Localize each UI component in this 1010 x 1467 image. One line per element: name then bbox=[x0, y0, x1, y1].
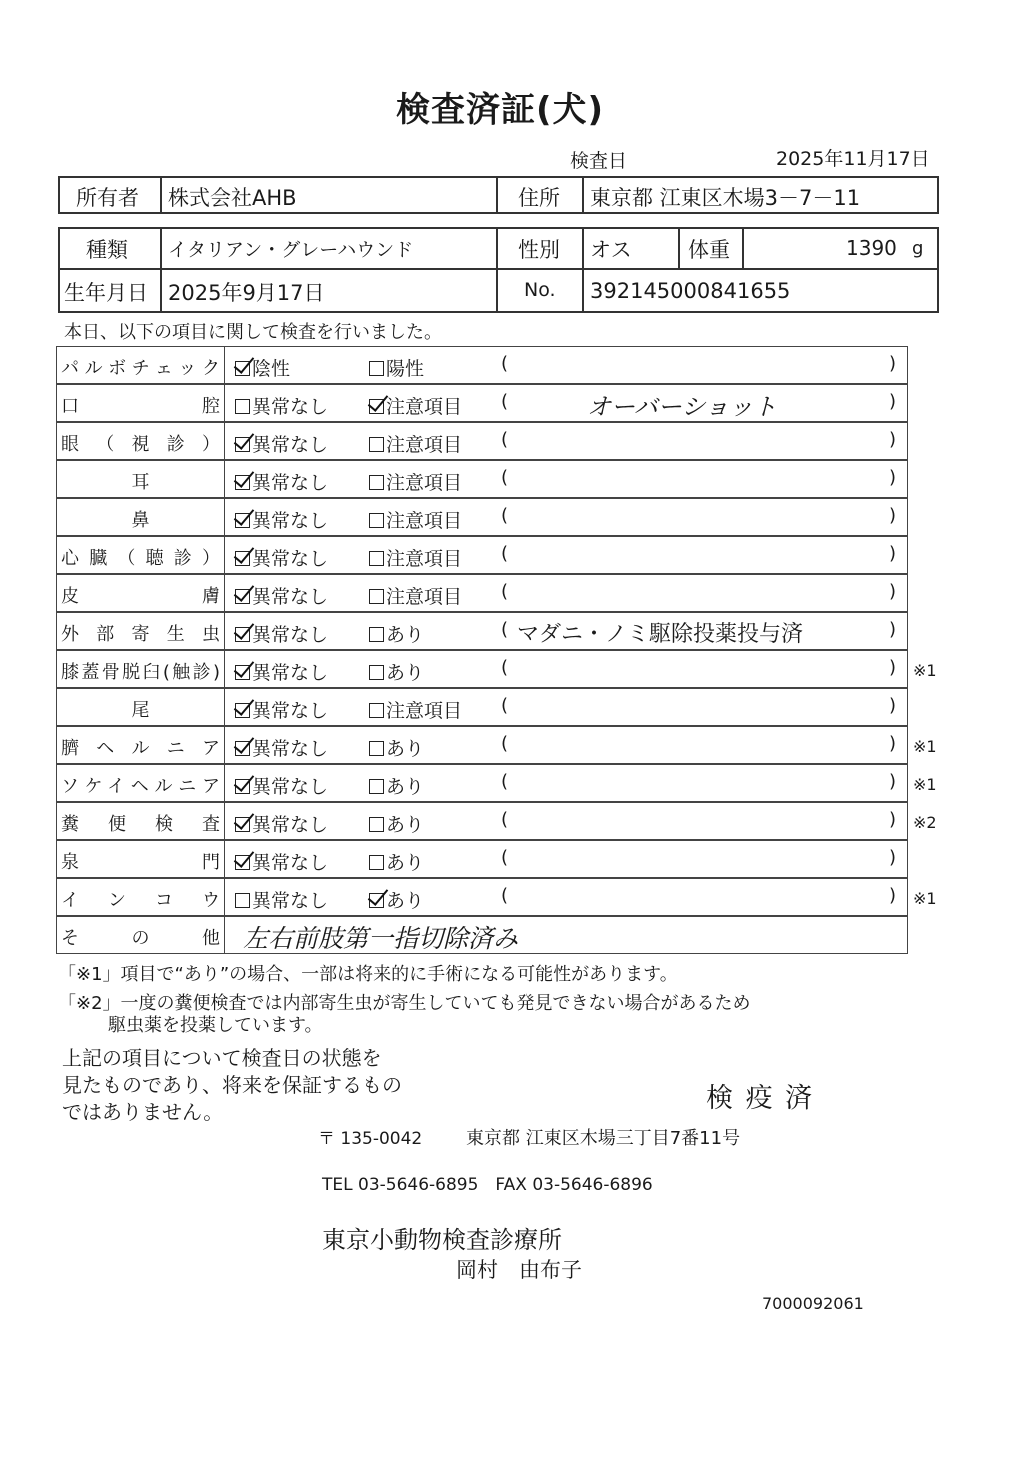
option-label: 注意項目 bbox=[386, 396, 463, 418]
check-option[interactable] bbox=[369, 430, 462, 457]
check-option[interactable] bbox=[235, 430, 328, 457]
check-row bbox=[56, 460, 908, 498]
check-row bbox=[56, 802, 937, 840]
vet-name: 岡村 由布子 bbox=[456, 1258, 582, 1282]
owner-label: 所有者 bbox=[76, 186, 139, 210]
checked-box-icon[interactable] bbox=[235, 855, 250, 870]
check-option[interactable] bbox=[369, 354, 424, 381]
paren-open: ( bbox=[501, 429, 509, 450]
paren-close: ) bbox=[889, 619, 897, 640]
paren-open: ( bbox=[501, 695, 509, 716]
option-label: 注意項目 bbox=[386, 434, 463, 456]
check-note: オーバーショット bbox=[587, 393, 777, 421]
option-label: 異常なし bbox=[252, 548, 329, 570]
note-1: 「※1」項目で“あり”の場合、一部は将来的に手術になる可能性があります。 bbox=[58, 964, 678, 985]
paren-close: ) bbox=[889, 771, 897, 792]
checkbox-icon[interactable] bbox=[235, 399, 250, 414]
sex-value: オス bbox=[590, 238, 632, 262]
paren-close: ) bbox=[889, 353, 897, 374]
paren-close: ) bbox=[889, 695, 897, 716]
option-label: 異常なし bbox=[252, 624, 329, 646]
option-label: 異常なし bbox=[252, 738, 329, 760]
check-option[interactable] bbox=[369, 848, 424, 875]
note-2b: 駆虫薬を投薬しています。 bbox=[108, 1015, 323, 1036]
checkbox-icon[interactable] bbox=[369, 551, 384, 566]
check-note: マダニ・ノミ駆除投薬投与済 bbox=[517, 622, 804, 647]
check-option[interactable] bbox=[369, 810, 424, 837]
option-label: あり bbox=[386, 624, 425, 646]
check-option[interactable] bbox=[369, 620, 424, 647]
check-row bbox=[56, 840, 908, 878]
check-row bbox=[56, 574, 908, 612]
exam-date-label: 検査日 bbox=[570, 150, 628, 172]
paren-open: ( bbox=[501, 353, 509, 374]
check-option[interactable] bbox=[369, 886, 424, 913]
checked-box-icon[interactable] bbox=[235, 665, 250, 680]
check-row bbox=[56, 536, 908, 574]
option-label: 異常なし bbox=[252, 396, 329, 418]
option-label: 注意項目 bbox=[386, 472, 463, 494]
disclaimer-line-2: 見たものであり、将来を保証するもの bbox=[62, 1073, 402, 1097]
check-label: インコウ bbox=[61, 890, 220, 911]
paren-open: ( bbox=[501, 505, 509, 526]
checkbox-icon[interactable] bbox=[369, 627, 384, 642]
other-label: その他 bbox=[61, 928, 220, 949]
no-value: 392145000841655 bbox=[590, 279, 791, 303]
checkbox-icon[interactable] bbox=[369, 741, 384, 756]
clinic-name: 東京小動物検査診療所 bbox=[322, 1226, 562, 1254]
check-option[interactable] bbox=[235, 392, 328, 419]
checkbox-icon[interactable] bbox=[235, 893, 250, 908]
disclaimer-line-3: ではありません。 bbox=[62, 1100, 224, 1124]
check-row bbox=[56, 384, 908, 422]
clinic-address: 東京都 江東区木場三丁目7番11号 bbox=[466, 1128, 741, 1149]
birth-value: 2025年9月17日 bbox=[168, 281, 325, 305]
check-label: 口 腔 bbox=[61, 396, 220, 417]
exam-date: 2025年11月17日 bbox=[776, 148, 930, 170]
check-option[interactable] bbox=[235, 772, 328, 799]
paren-close: ) bbox=[889, 543, 897, 564]
check-row bbox=[56, 422, 908, 460]
paren-open: ( bbox=[501, 581, 509, 602]
check-option[interactable] bbox=[369, 696, 462, 723]
paren-close: ) bbox=[889, 885, 897, 906]
check-option[interactable] bbox=[235, 544, 328, 571]
checkbox-icon[interactable] bbox=[369, 703, 384, 718]
option-label: 注意項目 bbox=[386, 548, 463, 570]
option-label: 異常なし bbox=[252, 434, 329, 456]
check-option[interactable] bbox=[235, 696, 328, 723]
checked-box-icon[interactable] bbox=[235, 361, 250, 376]
option-label: 異常なし bbox=[252, 814, 329, 836]
birth-label: 生年月日 bbox=[64, 281, 148, 305]
document-number: 7000092061 bbox=[762, 1294, 864, 1313]
option-label: 異常なし bbox=[252, 700, 329, 722]
paren-open: ( bbox=[501, 543, 509, 564]
check-option[interactable] bbox=[369, 772, 424, 799]
check-option[interactable] bbox=[235, 886, 328, 913]
weight-unit: g bbox=[912, 238, 924, 259]
option-label: 異常なし bbox=[252, 776, 329, 798]
check-label: 膝蓋骨脱臼(触診) bbox=[61, 662, 220, 683]
paren-close: ) bbox=[889, 467, 897, 488]
paren-close: ) bbox=[889, 809, 897, 830]
check-option[interactable] bbox=[235, 582, 328, 609]
option-label: 注意項目 bbox=[386, 510, 463, 532]
paren-open: ( bbox=[501, 733, 509, 754]
checked-box-icon[interactable] bbox=[235, 703, 250, 718]
checked-box-icon[interactable] bbox=[235, 437, 250, 452]
check-label: 糞便検査 bbox=[61, 814, 220, 835]
option-label: 異常なし bbox=[252, 890, 329, 912]
checkbox-icon[interactable] bbox=[369, 589, 384, 604]
option-label: 陽性 bbox=[386, 358, 425, 380]
weight-value: 1390 bbox=[846, 236, 897, 260]
footnote-mark: ※1 bbox=[913, 775, 937, 794]
check-row bbox=[56, 688, 908, 726]
check-label: ソケイヘルニア bbox=[61, 776, 220, 797]
other-value: 左右前肢第一指切除済み bbox=[243, 924, 519, 953]
checked-box-icon[interactable] bbox=[235, 741, 250, 756]
checked-box-icon[interactable] bbox=[235, 779, 250, 794]
weight-label: 体重 bbox=[688, 238, 730, 262]
checked-box-icon[interactable] bbox=[235, 475, 250, 490]
document-title: 検査済証(犬) bbox=[395, 90, 605, 130]
check-option[interactable] bbox=[369, 392, 462, 419]
option-label: 異常なし bbox=[252, 586, 329, 608]
checkbox-icon[interactable] bbox=[369, 361, 384, 376]
check-label: 臍ヘルニア bbox=[61, 738, 220, 759]
other-row bbox=[56, 916, 908, 954]
option-label: 陰性 bbox=[252, 358, 291, 380]
checkbox-icon[interactable] bbox=[369, 513, 384, 528]
checked-box-icon[interactable] bbox=[235, 627, 250, 642]
checked-box-icon[interactable] bbox=[369, 893, 384, 908]
check-label: 耳 bbox=[131, 472, 150, 493]
checked-box-icon[interactable] bbox=[369, 399, 384, 414]
checkbox-icon[interactable] bbox=[369, 817, 384, 832]
check-row bbox=[56, 612, 908, 650]
check-row bbox=[56, 650, 937, 688]
option-label: あり bbox=[386, 814, 425, 836]
check-option[interactable] bbox=[369, 468, 462, 495]
note-2a: 「※2」一度の糞便検査では内部寄生虫が寄生していても発見できない場合があるため bbox=[58, 993, 751, 1014]
option-label: 異常なし bbox=[252, 472, 329, 494]
option-label: あり bbox=[386, 776, 425, 798]
check-row bbox=[56, 726, 937, 764]
checked-box-icon[interactable] bbox=[235, 817, 250, 832]
option-label: 異常なし bbox=[252, 852, 329, 874]
paren-open: ( bbox=[501, 619, 509, 640]
footnote-mark: ※1 bbox=[913, 661, 937, 680]
checkbox-icon[interactable] bbox=[369, 779, 384, 794]
disclaimer-line-1: 上記の項目について検査日の状態を bbox=[62, 1046, 382, 1070]
check-label: 鼻 bbox=[131, 510, 150, 531]
check-row bbox=[56, 498, 908, 536]
check-option[interactable] bbox=[369, 734, 424, 761]
check-label: 眼（視診） bbox=[61, 434, 220, 455]
paren-close: ) bbox=[889, 847, 897, 868]
check-row bbox=[56, 346, 908, 384]
checkbox-icon[interactable] bbox=[369, 475, 384, 490]
check-label: 尾 bbox=[131, 700, 150, 721]
check-option[interactable] bbox=[235, 506, 328, 533]
footnote-mark: ※1 bbox=[913, 889, 937, 908]
paren-open: ( bbox=[501, 467, 509, 488]
check-label: 皮 膚 bbox=[61, 586, 220, 607]
check-row bbox=[56, 878, 937, 916]
quarantine-stamp: 検 疫 済 bbox=[706, 1083, 815, 1114]
paren-close: ) bbox=[889, 391, 897, 412]
option-label: 異常なし bbox=[252, 662, 329, 684]
checkbox-icon[interactable] bbox=[369, 437, 384, 452]
paren-close: ) bbox=[889, 429, 897, 450]
check-option[interactable] bbox=[369, 658, 424, 685]
checked-box-icon[interactable] bbox=[235, 551, 250, 566]
paren-close: ) bbox=[889, 657, 897, 678]
option-label: あり bbox=[386, 662, 425, 684]
option-label: 注意項目 bbox=[386, 700, 463, 722]
check-option[interactable] bbox=[235, 848, 328, 875]
option-label: 注意項目 bbox=[386, 586, 463, 608]
sex-label: 性別 bbox=[518, 238, 560, 262]
check-label: 泉 門 bbox=[61, 852, 220, 873]
clinic-phone-fax: TEL 03-5646-6895 FAX 03-5646-6896 bbox=[322, 1175, 653, 1195]
paren-open: ( bbox=[501, 657, 509, 678]
owner-value: 株式会社AHB bbox=[168, 186, 297, 210]
paren-open: ( bbox=[501, 391, 509, 412]
check-option[interactable] bbox=[235, 468, 328, 495]
check-option[interactable] bbox=[235, 354, 290, 381]
checked-box-icon[interactable] bbox=[235, 589, 250, 604]
check-option[interactable] bbox=[369, 582, 462, 609]
option-label: 異常なし bbox=[252, 510, 329, 532]
check-row bbox=[56, 764, 937, 802]
paren-close: ) bbox=[889, 581, 897, 602]
paren-open: ( bbox=[501, 847, 509, 868]
paren-open: ( bbox=[501, 885, 509, 906]
option-label: あり bbox=[386, 890, 425, 912]
postal-code: 〒 135-0042 bbox=[318, 1129, 423, 1149]
check-option[interactable] bbox=[235, 658, 328, 685]
paren-open: ( bbox=[501, 809, 509, 830]
address-label: 住所 bbox=[518, 186, 560, 210]
check-option[interactable] bbox=[235, 810, 328, 837]
checkbox-icon[interactable] bbox=[369, 855, 384, 870]
paren-close: ) bbox=[889, 505, 897, 526]
checkbox-icon[interactable] bbox=[369, 665, 384, 680]
checked-box-icon[interactable] bbox=[235, 513, 250, 528]
check-option[interactable] bbox=[369, 506, 462, 533]
breed-label: 種類 bbox=[86, 238, 128, 262]
paren-open: ( bbox=[501, 771, 509, 792]
no-label: No. bbox=[524, 279, 556, 301]
address-value: 東京都 江東区木場3－7－11 bbox=[590, 186, 861, 210]
check-option[interactable] bbox=[235, 734, 328, 761]
footnote-mark: ※1 bbox=[913, 737, 937, 756]
intro-text: 本日、以下の項目に関して検査を行いました。 bbox=[64, 322, 442, 343]
check-label: 外部寄生虫 bbox=[61, 624, 220, 645]
paren-close: ) bbox=[889, 733, 897, 754]
option-label: あり bbox=[386, 738, 425, 760]
breed-value: イタリアン・グレーハウンド bbox=[168, 239, 414, 261]
option-label: あり bbox=[386, 852, 425, 874]
footnote-mark: ※2 bbox=[913, 813, 937, 832]
check-label: 心臓（聴診） bbox=[61, 548, 220, 569]
check-option[interactable] bbox=[235, 620, 328, 647]
check-label: パルボチェック bbox=[61, 358, 220, 379]
check-option[interactable] bbox=[369, 544, 462, 571]
